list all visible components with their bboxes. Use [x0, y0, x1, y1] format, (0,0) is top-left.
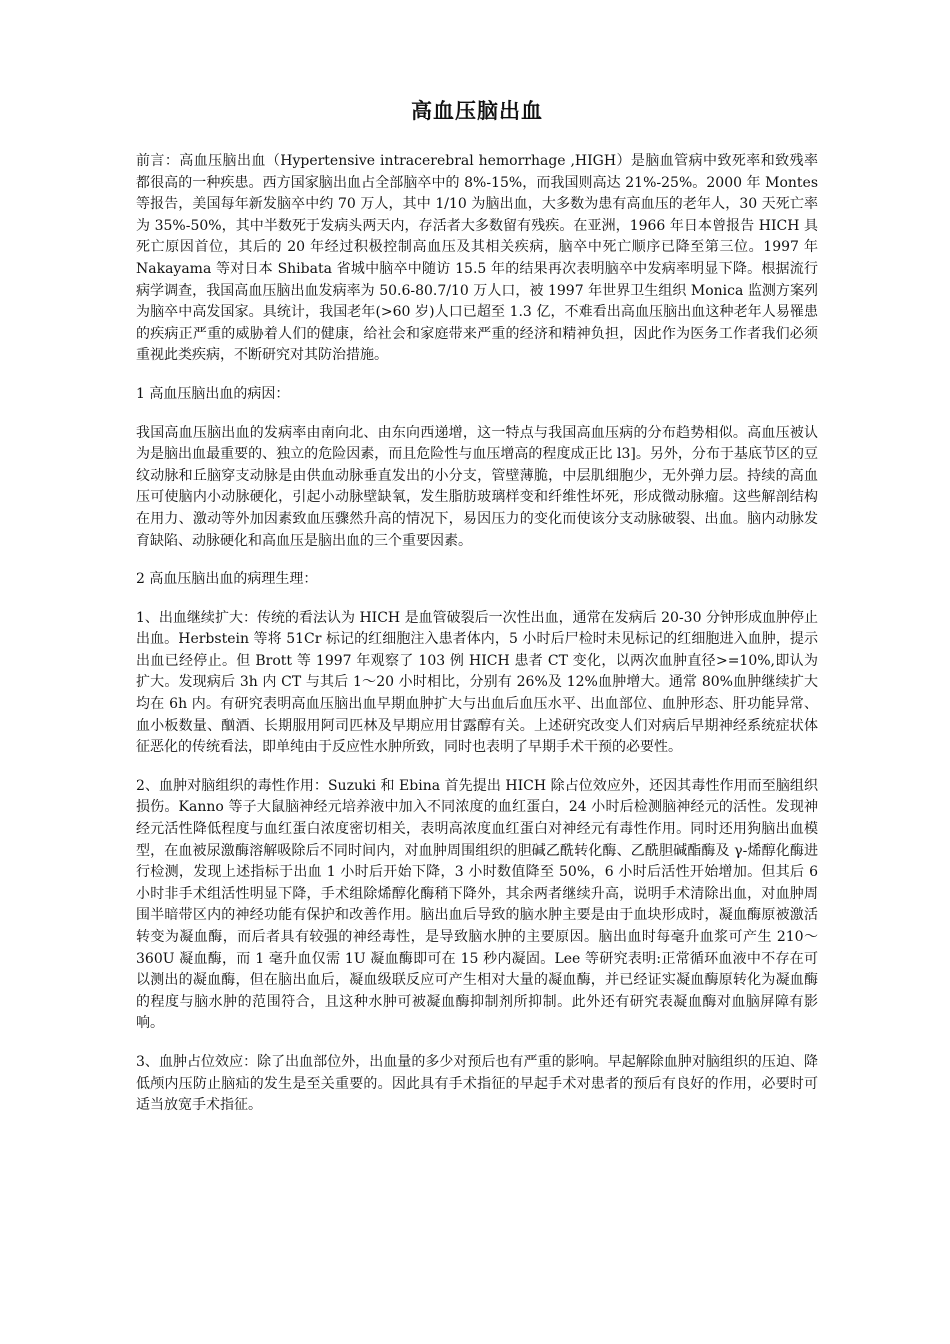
section-2-item-3-paragraph: 3、血肿占位效应：除了出血部位外，出血量的多少对预后也有严重的影响。早起解除血肿对脑组织的压迫、降低颅内压防止脑疝的发生是至关重要的。因此具有手术指征的早起手术对患者的预后有良好的作用，必要时可适当放宽手术指征。	[136, 1053, 818, 1114]
section-1-heading: 1 高血压脑出血的病因：	[136, 385, 290, 402]
section-2-item-1-paragraph: 1、出血继续扩大：传统的看法认为 HICH 是血管破裂后一次性出血，通常在发病后 20-30 分钟形成血肿停止出血。Herbstein 等将 51Cr 标记的红细胞注入患者体内，5 小时后尸检时未见标记的红细胞进入血肿，提示出血已经停止。但 Brott 等 1997 年观察了 103 例 HICH 患者 CT 变化，以两次血肿直径>=10%,即认为扩大。发现病后 3h 内 CT 与其后 1～20 小时相比，分别有 26%及 12%血肿增大。通常 80%血肿继续扩大均在 6h 内。有研究表明高血压脑出血早期血肿扩大与出血后血压水平、出血部位、血肿形态、肝功能异常、血小板数量、酗酒、长期服用阿司匹林及早期应用甘露醇有关。上述研究改变人们对病后早期神经系统症状体征恶化的传统看法，即单纯由于反应性水肿所致，同时也表明了早期手术干预的必要性。	[136, 609, 818, 756]
section-2-heading: 2 高血压脑出血的病理生理：	[136, 571, 318, 588]
intro-paragraph: 前言：高血压脑出血（Hypertensive intracerebral hemorrhage ,HIGH）是脑血管病中致死率和致残率都很高的一种疾患。西方国家脑出血占全部脑卒中的 8%-15%，而我国则高达 21%-25%。2000 年 Montes 等报告，美国每年新发脑卒中约 70 万人，其中 1/10 为脑出血，大多数为患有高血压的老年人，30 天死亡率为 35%-50%，其中半数死于发病头两天内，存活者大多数留有残疾。在亚洲，1966 年日本曾报告 HICH 具死亡原因首位，其后的 20 年经过积极控制高血压及其相关疾病，脑卒中死亡顺序已降至第三位。1997 年 Nakayama 等对日本 Shibata 省城中脑卒中随访 15.5 年的结果再次表明脑卒中发病率明显下降。根据流行病学调查，我国高血压脑出血发病率为 50.6-80.7/10 万人口，被 1997 年世界卫生组织 Monica 监测方案列为脑卒中高发国家。具统计，我国老年(>60 岁)人口已超至 1.3 亿，不难看出高血压脑出血这种老年人易罹患的疾病正严重的威胁着人们的健康，给社会和家庭带来严重的经济和精神负担，因此作为医务工作者我们必须重视此类疾病，不断研究对其防治措施。	[136, 153, 818, 364]
section-2-item-2-paragraph: 2、血肿对脑组织的毒性作用：Suzuki 和 Ebina 首先提出 HICH 除占位效应外，还因其毒性作用而至脑组织损伤。Kanno 等子大鼠脑神经元培养液中加入不同浓度的血红蛋白，24 小时后检测脑神经元的活性。发现神经元活性降低程度与血红蛋白浓度密切相关，表明高浓度血红蛋白对神经元有毒性作用。同时还用狗脑出血模型，在血被尿激酶溶解吸除后不同时间内，对血肿周围组织的胆碱乙酰转化酶、乙酰胆碱酯酶及 γ-烯醇化酶进行检测，发现上述指标于出血 1 小时后开始下降，3 小时数值降至 50%，6 小时后活性开始增加。但其后 6 小时非手术组活性明显下降，手术组除烯醇化酶稍下降外，其余两者继续升高，说明手术清除出血，对血肿周围半暗带区内的神经功能有保护和改善作用。脑出血后导致的脑水肿主要是由于血块形成时，凝血酶原被激活转变为凝血酶，而后者具有较强的神经毒性，是导致脑水肿的主要原因。脑出血时每毫升血浆可产生 210～360U 凝血酶，而 1 毫升血仅需 1U 凝血酶即可在 15 秒内凝固。Lee 等研究表明:正常循环血液中不存在可以测出的凝血酶，但在脑出血后，凝血级联反应可产生相对大量的凝血酶，并已经证实凝血酶原转化为凝血酶的程度与脑水肿的范围符合，且这种水肿可被凝血酶抑制剂所抑制。此外还有研究表凝血酶对血脑屏障有影响。	[136, 777, 818, 1032]
section-1-paragraph: 我国高血压脑出血的发病率由南向北、由东向西递增，这一特点与我国高血压病的分布趋势相似。高血压被认为是脑出血最重要的、独立的危险因素，而且危险性与血压增高的程度成正比 l3]。另外，分布于基底节区的豆纹动脉和丘脑穿支动脉是由供血动脉垂直发出的小分支，管壁薄脆，中层肌细胞少，无外弹力层。持续的高血压可使脑内小动脉硬化，引起小动脉壁缺氧，发生脂肪玻璃样变和纤维性坏死，形成微动脉瘤。这些解剖结构在用力、激动等外加因素致血压骤然升高的情况下，易因压力的变化而使该分支动脉破裂、出血。脑内动脉发育缺陷、动脉硬化和高血压是脑出血的三个重要因素。	[136, 424, 818, 549]
document-title: 高血压脑出血	[411, 99, 543, 123]
